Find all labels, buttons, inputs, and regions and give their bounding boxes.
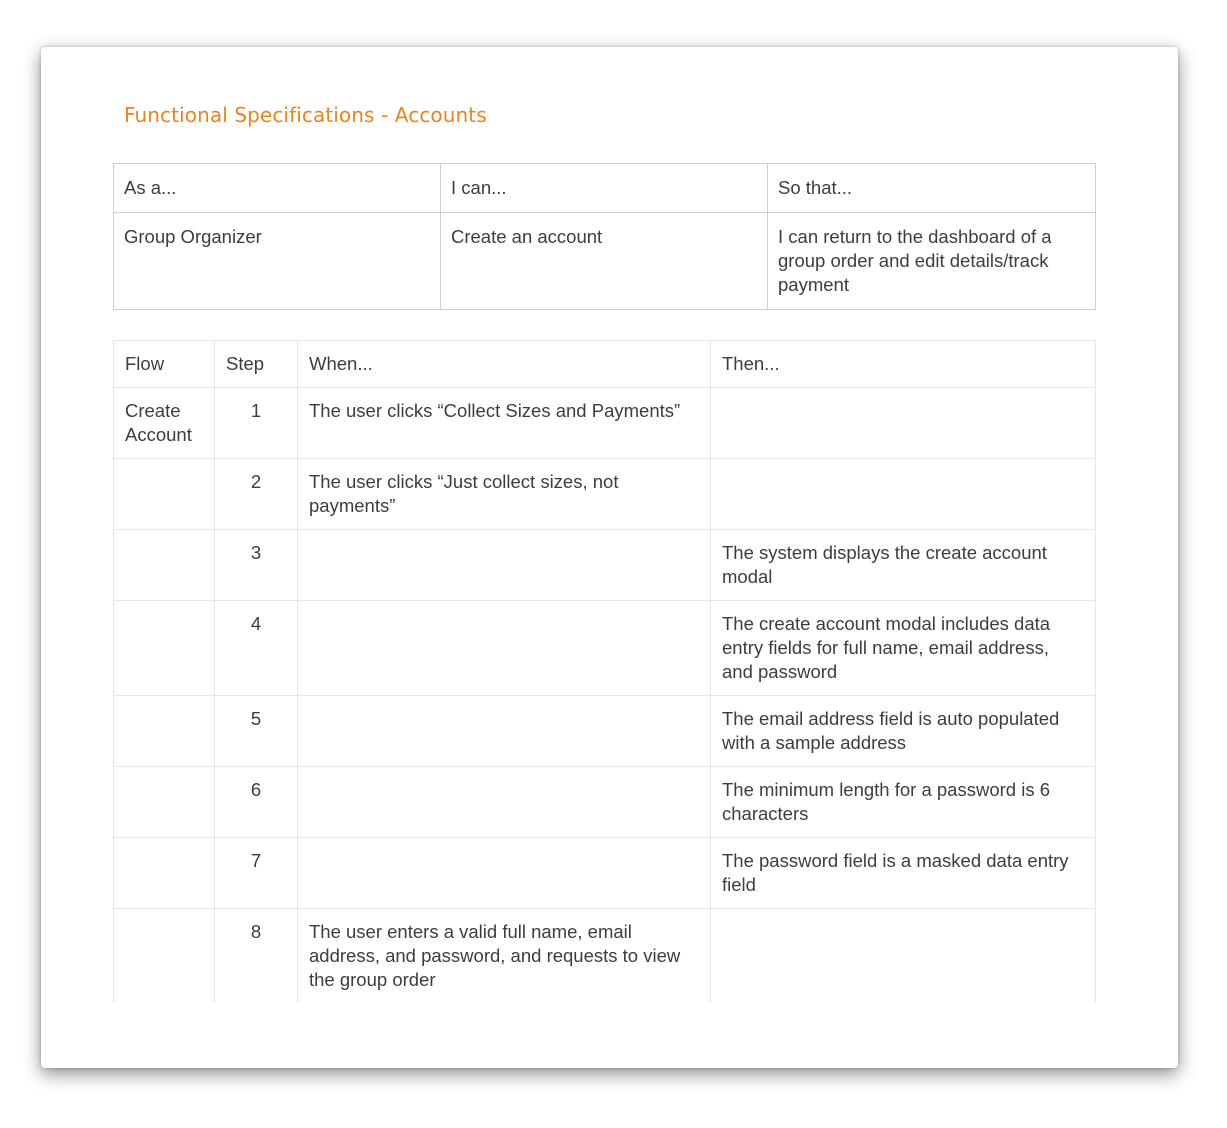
cell-then: The create account modal includes data entry fields for full name, email address, and password bbox=[711, 601, 1096, 696]
cell-then: The system displays the create account modal bbox=[711, 530, 1096, 601]
table-row bbox=[114, 909, 1096, 1004]
header-step: Step bbox=[215, 341, 298, 388]
table-row bbox=[114, 459, 1096, 530]
table-row bbox=[114, 601, 1096, 696]
header-flow: Flow bbox=[114, 341, 215, 388]
cell-flow: Create Account bbox=[114, 388, 215, 459]
user-story-table bbox=[113, 163, 1096, 310]
table-row bbox=[114, 838, 1096, 909]
cell-step: 4 bbox=[215, 601, 298, 696]
cell-when bbox=[298, 696, 711, 767]
header-i-can: I can... bbox=[441, 164, 768, 213]
cell-step: 7 bbox=[215, 838, 298, 909]
table-header-row bbox=[114, 164, 1096, 213]
cell-action: Create an account bbox=[441, 213, 768, 310]
flow-steps-table bbox=[113, 340, 1096, 1003]
cell-flow bbox=[114, 601, 215, 696]
header-when: When... bbox=[298, 341, 711, 388]
table-row bbox=[114, 530, 1096, 601]
cell-step: 8 bbox=[215, 909, 298, 1004]
cell-flow bbox=[114, 696, 215, 767]
table-row bbox=[114, 213, 1096, 310]
cell-benefit: I can return to the dashboard of a group order and edit details/track payment bbox=[768, 213, 1096, 310]
cell-when: The user enters a valid full name, email address, and password, and requests to view the group order bbox=[298, 909, 711, 1004]
cell-step: 6 bbox=[215, 767, 298, 838]
table-row bbox=[114, 388, 1096, 459]
header-as-a: As a... bbox=[114, 164, 441, 213]
cell-step: 5 bbox=[215, 696, 298, 767]
cell-when bbox=[298, 601, 711, 696]
table-row bbox=[114, 696, 1096, 767]
cell-then: The password field is a masked data entry field bbox=[711, 838, 1096, 909]
header-so-that: So that... bbox=[768, 164, 1096, 213]
cell-when bbox=[298, 838, 711, 909]
cell-then bbox=[711, 388, 1096, 459]
cell-step: 3 bbox=[215, 530, 298, 601]
cell-then bbox=[711, 459, 1096, 530]
cell-then: The minimum length for a password is 6 characters bbox=[711, 767, 1096, 838]
cell-when: The user clicks “Just collect sizes, not payments” bbox=[298, 459, 711, 530]
cell-flow bbox=[114, 909, 215, 1004]
cell-when bbox=[298, 530, 711, 601]
cell-flow bbox=[114, 459, 215, 530]
cell-when: The user clicks “Collect Sizes and Payments” bbox=[298, 388, 711, 459]
table-header-row bbox=[114, 341, 1096, 388]
cell-flow bbox=[114, 767, 215, 838]
cell-flow bbox=[114, 838, 215, 909]
document-page bbox=[41, 47, 1178, 1068]
table-row bbox=[114, 767, 1096, 838]
page-title: Functional Specifications - Accounts bbox=[124, 103, 487, 127]
cell-flow bbox=[114, 530, 215, 601]
cell-step: 1 bbox=[215, 388, 298, 459]
cell-then: The email address field is auto populated with a sample address bbox=[711, 696, 1096, 767]
header-then: Then... bbox=[711, 341, 1096, 388]
cell-when bbox=[298, 767, 711, 838]
cell-then bbox=[711, 909, 1096, 1004]
cell-role: Group Organizer bbox=[114, 213, 441, 310]
cell-step: 2 bbox=[215, 459, 298, 530]
